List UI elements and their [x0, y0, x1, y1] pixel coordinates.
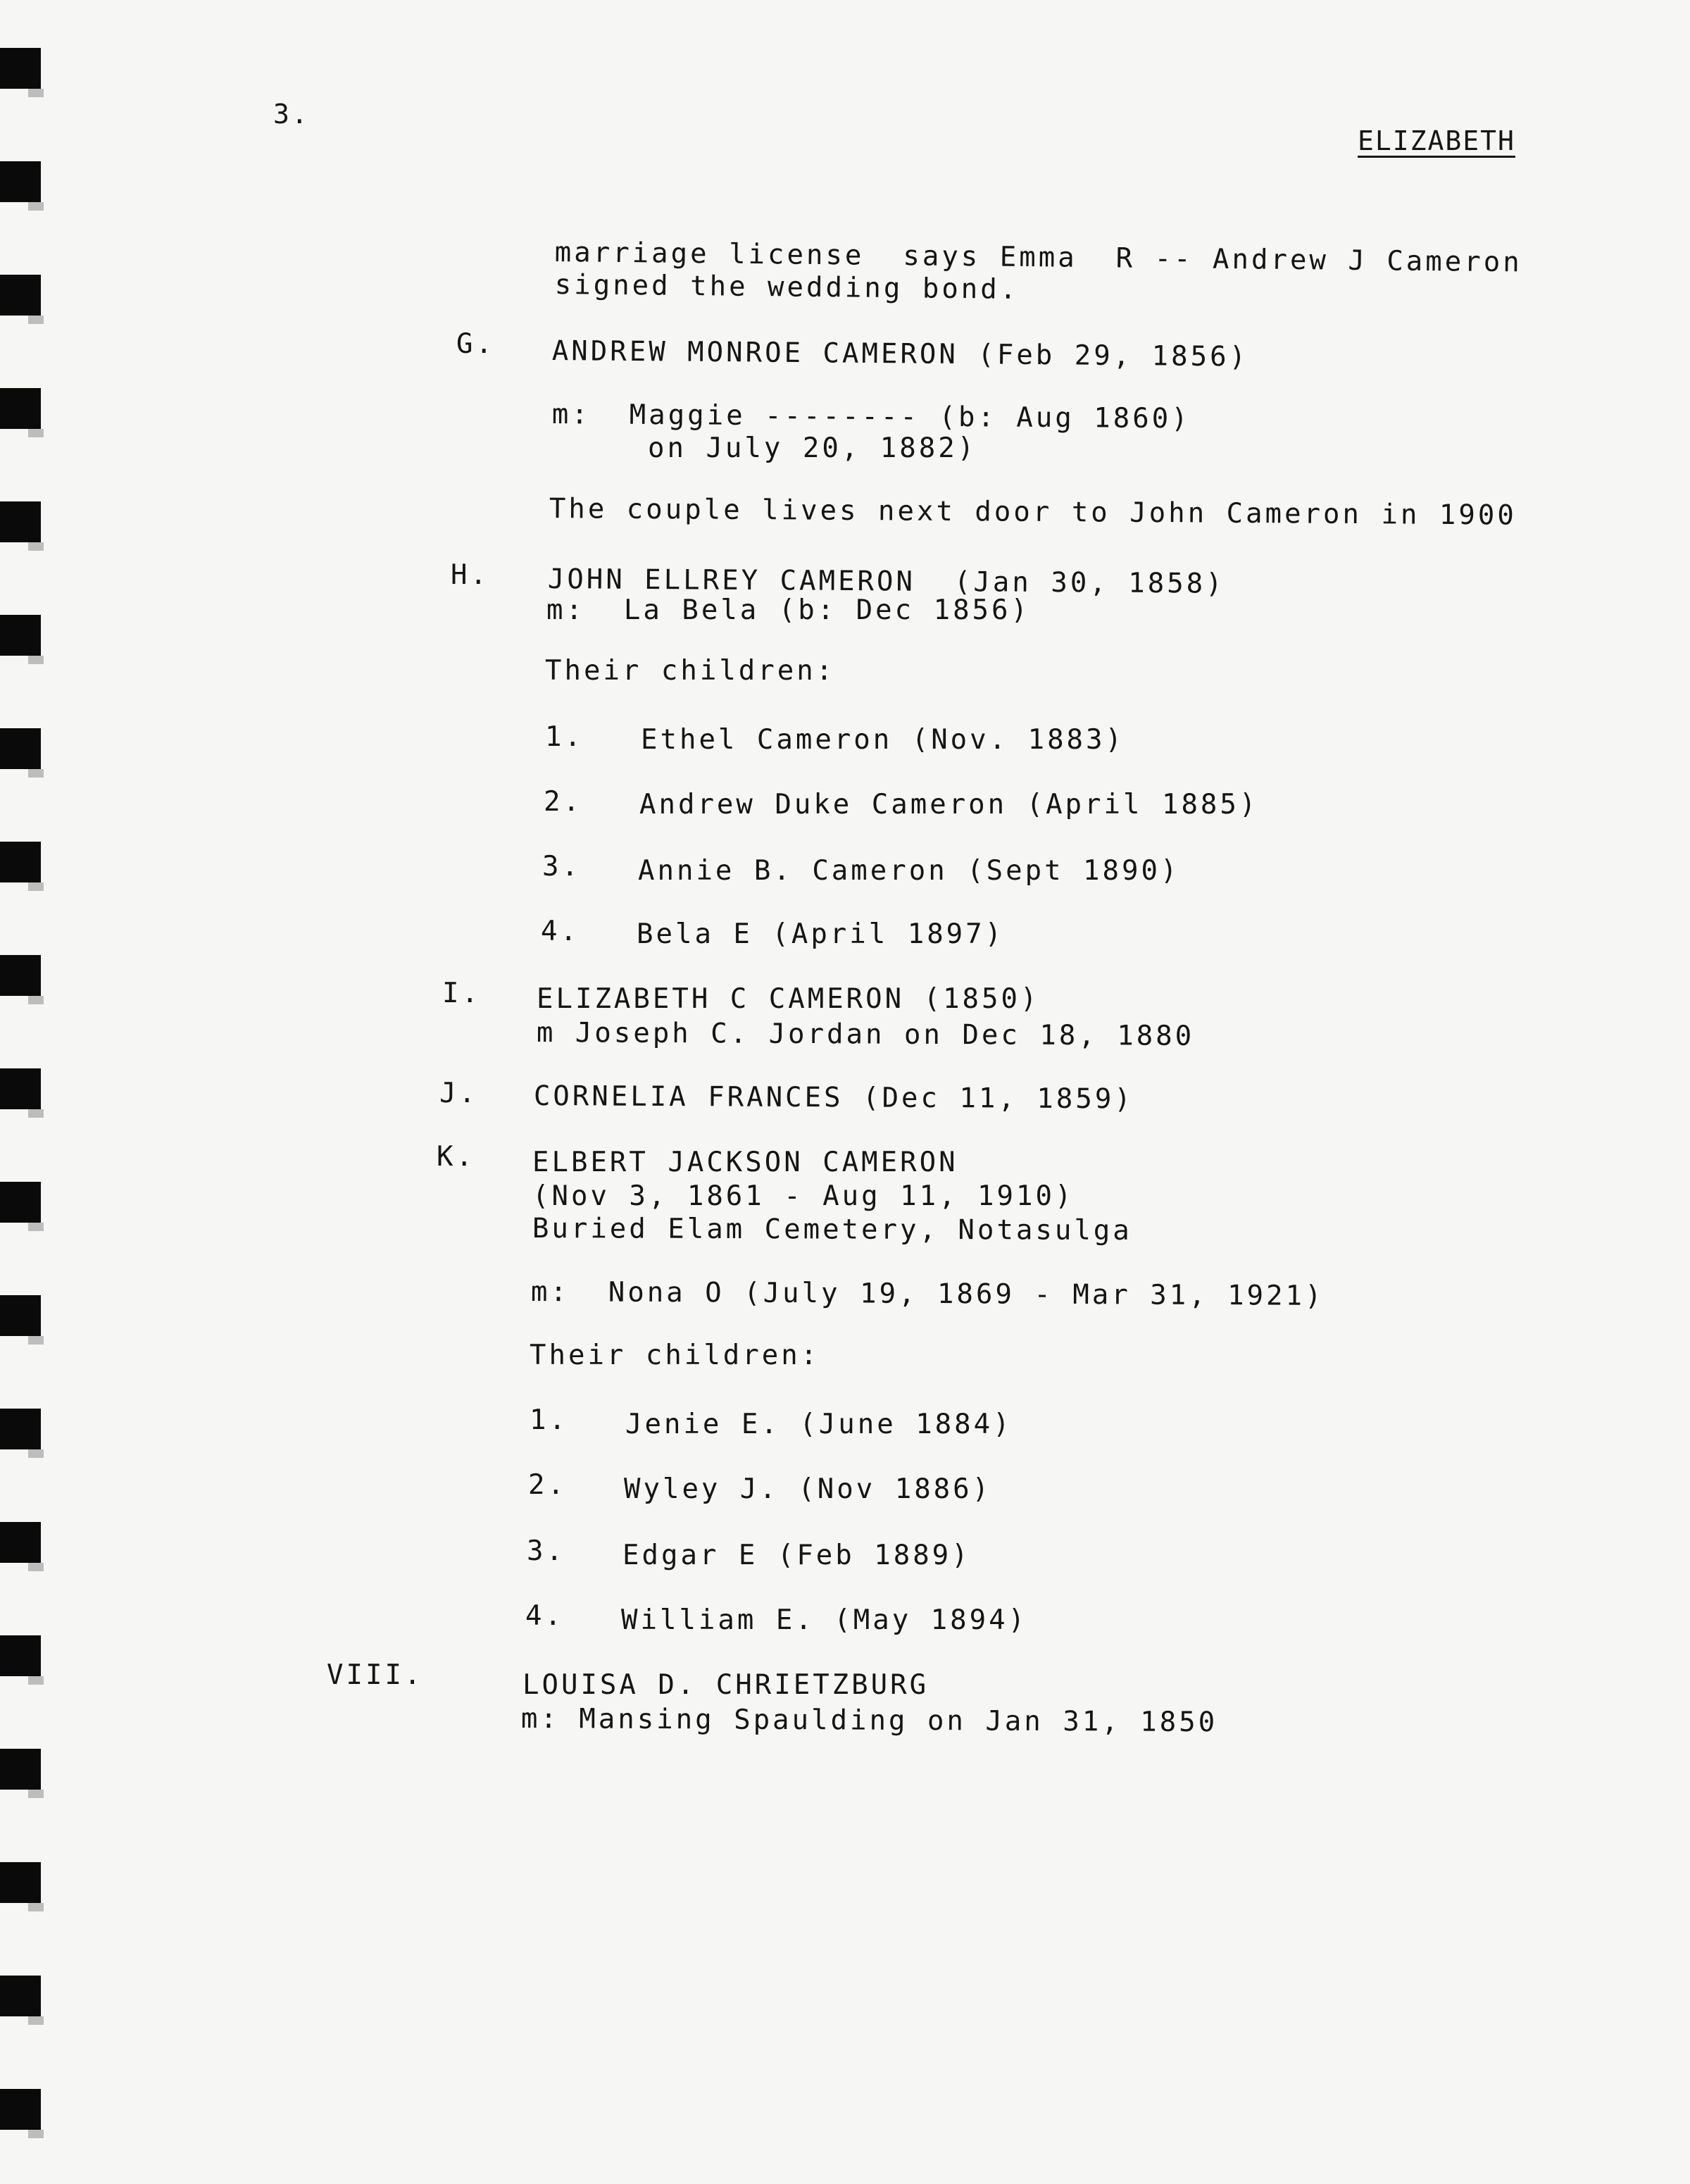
child-number: 1.: [530, 1404, 568, 1436]
spiral-binding: [0, 0, 56, 2184]
entry-label: VIII.: [327, 1659, 424, 1691]
entry-label: H.: [451, 559, 489, 591]
child-entry: William E. (May 1894): [621, 1604, 1028, 1636]
entry-burial: Buried Elam Cemetery, Notasulga: [532, 1213, 1132, 1247]
child-entry: Wyley J. (Nov 1886): [624, 1473, 992, 1505]
entry-label: G.: [456, 328, 495, 360]
binding-hole: [0, 1635, 41, 1676]
child-number: 4.: [541, 916, 580, 947]
child-entry: Edgar E (Feb 1889): [622, 1540, 971, 1571]
child-number: 2.: [528, 1469, 567, 1501]
child-entry: Jenie E. (June 1884): [625, 1409, 1013, 1440]
binding-hole: [0, 1068, 41, 1109]
binding-hole: [0, 161, 41, 202]
entry-name: CORNELIA FRANCES (Dec 11, 1859): [533, 1080, 1134, 1116]
binding-hole: [0, 2089, 41, 2130]
binding-hole: [0, 1182, 41, 1223]
child-entry: Bela E (April 1897): [637, 918, 1005, 950]
binding-hole: [0, 275, 41, 316]
children-heading: Their children:: [545, 655, 836, 687]
children-heading: Their children:: [530, 1340, 820, 1371]
binding-hole: [0, 1409, 41, 1449]
entry-name: ANDREW MONROE CAMERON (Feb 29, 1856): [551, 335, 1249, 373]
entry-dates: (Nov 3, 1861 - Aug 11, 1910): [532, 1180, 1075, 1212]
binding-hole: [0, 728, 41, 769]
binding-hole: [0, 48, 41, 89]
binding-hole: [0, 1976, 41, 2016]
binding-hole: [0, 1862, 41, 1903]
binding-hole: [0, 388, 41, 429]
entry-marriage: m Joseph C. Jordan on Dec 18, 1880: [536, 1017, 1195, 1052]
entry-name: LOUISA D. CHRIETZBURG: [522, 1669, 930, 1701]
entry-name: ELIZABETH C CAMERON (1850): [537, 983, 1040, 1015]
entry-marriage: on July 20, 1882): [648, 432, 977, 464]
binding-hole: [0, 1295, 41, 1336]
entry-note: The couple lives next door to John Cameron in 1900: [549, 493, 1517, 532]
entry-marriage: m: Nona O (July 19, 1869 - Mar 31, 1921): [530, 1276, 1325, 1312]
page-header: ELIZABETH: [1358, 125, 1515, 156]
child-number: 2.: [544, 786, 582, 818]
child-entry: Andrew Duke Cameron (April 1885): [639, 789, 1259, 820]
entry-label: K.: [437, 1141, 475, 1173]
child-number: 3.: [542, 851, 581, 882]
child-number: 1.: [545, 721, 584, 753]
entry-marriage: m: La Bela (b: Dec 1856): [546, 594, 1030, 626]
intro-line: marriage license says Emma R -- Andrew J Cameron: [554, 237, 1522, 279]
child-number: 3.: [527, 1535, 565, 1567]
binding-hole: [0, 1749, 41, 1790]
page-number: 3.: [273, 99, 310, 130]
child-entry: Annie B. Cameron (Sept 1890): [638, 855, 1180, 887]
entry-name: JOHN ELLREY CAMERON (Jan 30, 1858): [547, 563, 1225, 600]
child-entry: Ethel Cameron (Nov. 1883): [641, 724, 1125, 756]
entry-label: J.: [439, 1078, 478, 1109]
entry-name: ELBERT JACKSON CAMERON: [532, 1147, 958, 1178]
child-number: 4.: [525, 1600, 564, 1632]
binding-hole: [0, 615, 41, 656]
binding-hole: [0, 501, 41, 542]
binding-hole: [0, 1522, 41, 1563]
entry-marriage: m: Mansing Spaulding on Jan 31, 1850: [520, 1703, 1218, 1739]
intro-line: signed the wedding bond.: [554, 269, 1020, 306]
entry-label: I.: [442, 978, 481, 1009]
entry-marriage: m: Maggie -------- (b: Aug 1860): [551, 399, 1191, 435]
binding-hole: [0, 842, 41, 882]
binding-hole: [0, 955, 41, 996]
